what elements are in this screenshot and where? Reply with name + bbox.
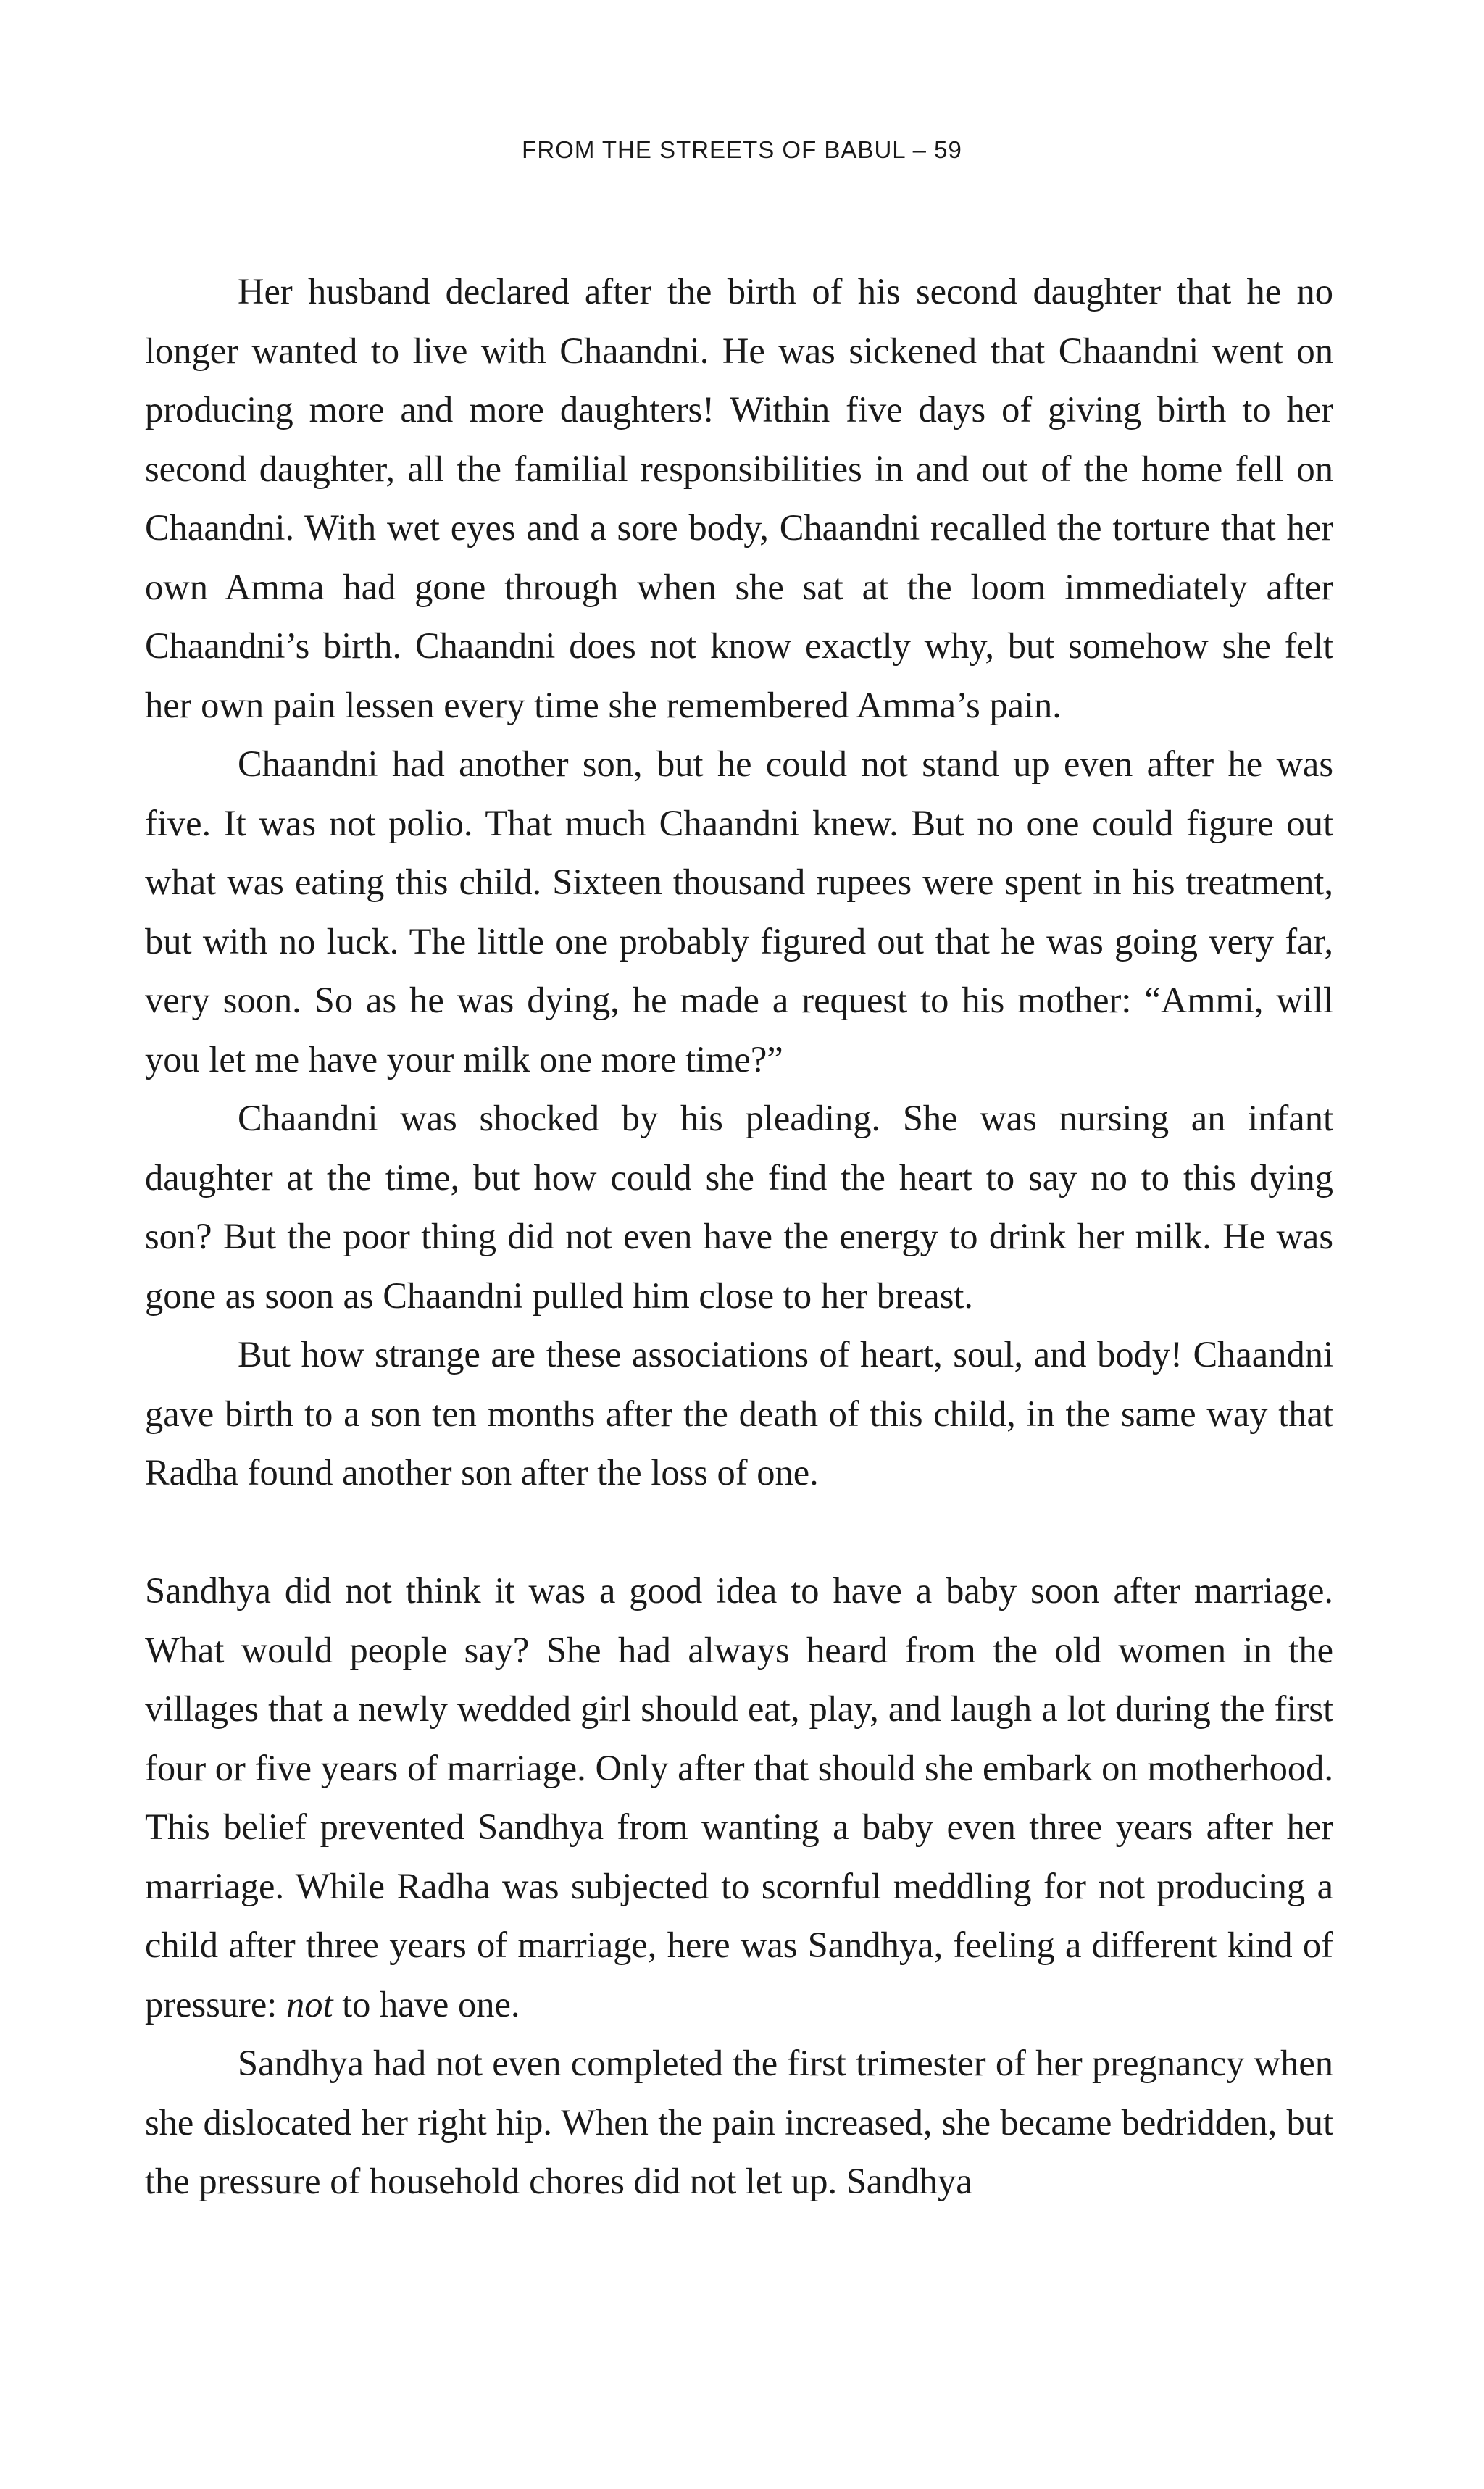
paragraph-5-text-before: Sandhya did not think it was a good idea to have a baby soon after marriage. What would people say? She had always heard from the old women in the villages that a newly wedded girl should eat, play, and laugh a lot during the first four or five years of marriage. Only after that should she embark on motherhood. This belief prevented Sandhya from wanting a baby even three years after her marriage. While Radha was subjected to scornful meddling for not producing a child after three years of marriage, here was Sandhya, feeling a different kind of pressure:: [145, 1570, 1333, 2025]
emphasis-not: not: [285, 1983, 333, 2025]
paragraph-4: But how strange are these associations of heart, soul, and body! Chaandni gave birth to a son ten months after the death of this child, in the same way that Radha found another son after the loss of one.: [145, 1334, 1333, 1493]
paragraph-5: [145, 1562, 1333, 2034]
paragraph-3: Chaandni was shocked by his pleading. She was nursing an infant daughter at the time, but how could she find the heart to say no to this dying son? But the poor thing did not even have the energy to drink her milk. He was gone as soon as Chaandni pulled him close to her breast.: [145, 1098, 1333, 1316]
section-break: [145, 1503, 1333, 1562]
paragraph-6: Sandhya had not even completed the first trimester of her pregnancy when she dislocated her right hip. When the pain increased, she became bedridden, but the pressure of household chores did not let up. Sandhya: [145, 2043, 1333, 2201]
running-head: FROM THE STREETS OF BABUL – 59: [522, 136, 962, 163]
paragraph-5-text-after: to have one.: [333, 1983, 520, 2025]
paragraph-2: Chaandni had another son, but he could not stand up even after he was five. It was not polio. That much Chaandni knew. But no one could figure out what was eating this child. Sixteen thousand rupees were spent in his treatment, but with no luck. The little one probably figured out that he was going very far, very soon. So as he was dying, he made a request to his mother: “Ammi, will you let me have your milk one more time?”: [145, 743, 1333, 1080]
paragraph-1: Her husband declared after the birth of his second daughter that he no longer wanted to live with Chaandni. He was sickened that Chaandni went on producing more and more daughters! Within five days of giving birth to her second daughter, all the familial responsibilities in and out of the home fell on Chaandni. With wet eyes and a sore body, Chaandni recalled the torture that her own Amma had gone through when she sat at the loom immediately after Chaandni’s birth. Chaandni does not know exactly why, but somehow she felt her own pain lessen every time she remembered Amma’s pain.: [145, 271, 1333, 725]
body-text: [145, 262, 1333, 2211]
